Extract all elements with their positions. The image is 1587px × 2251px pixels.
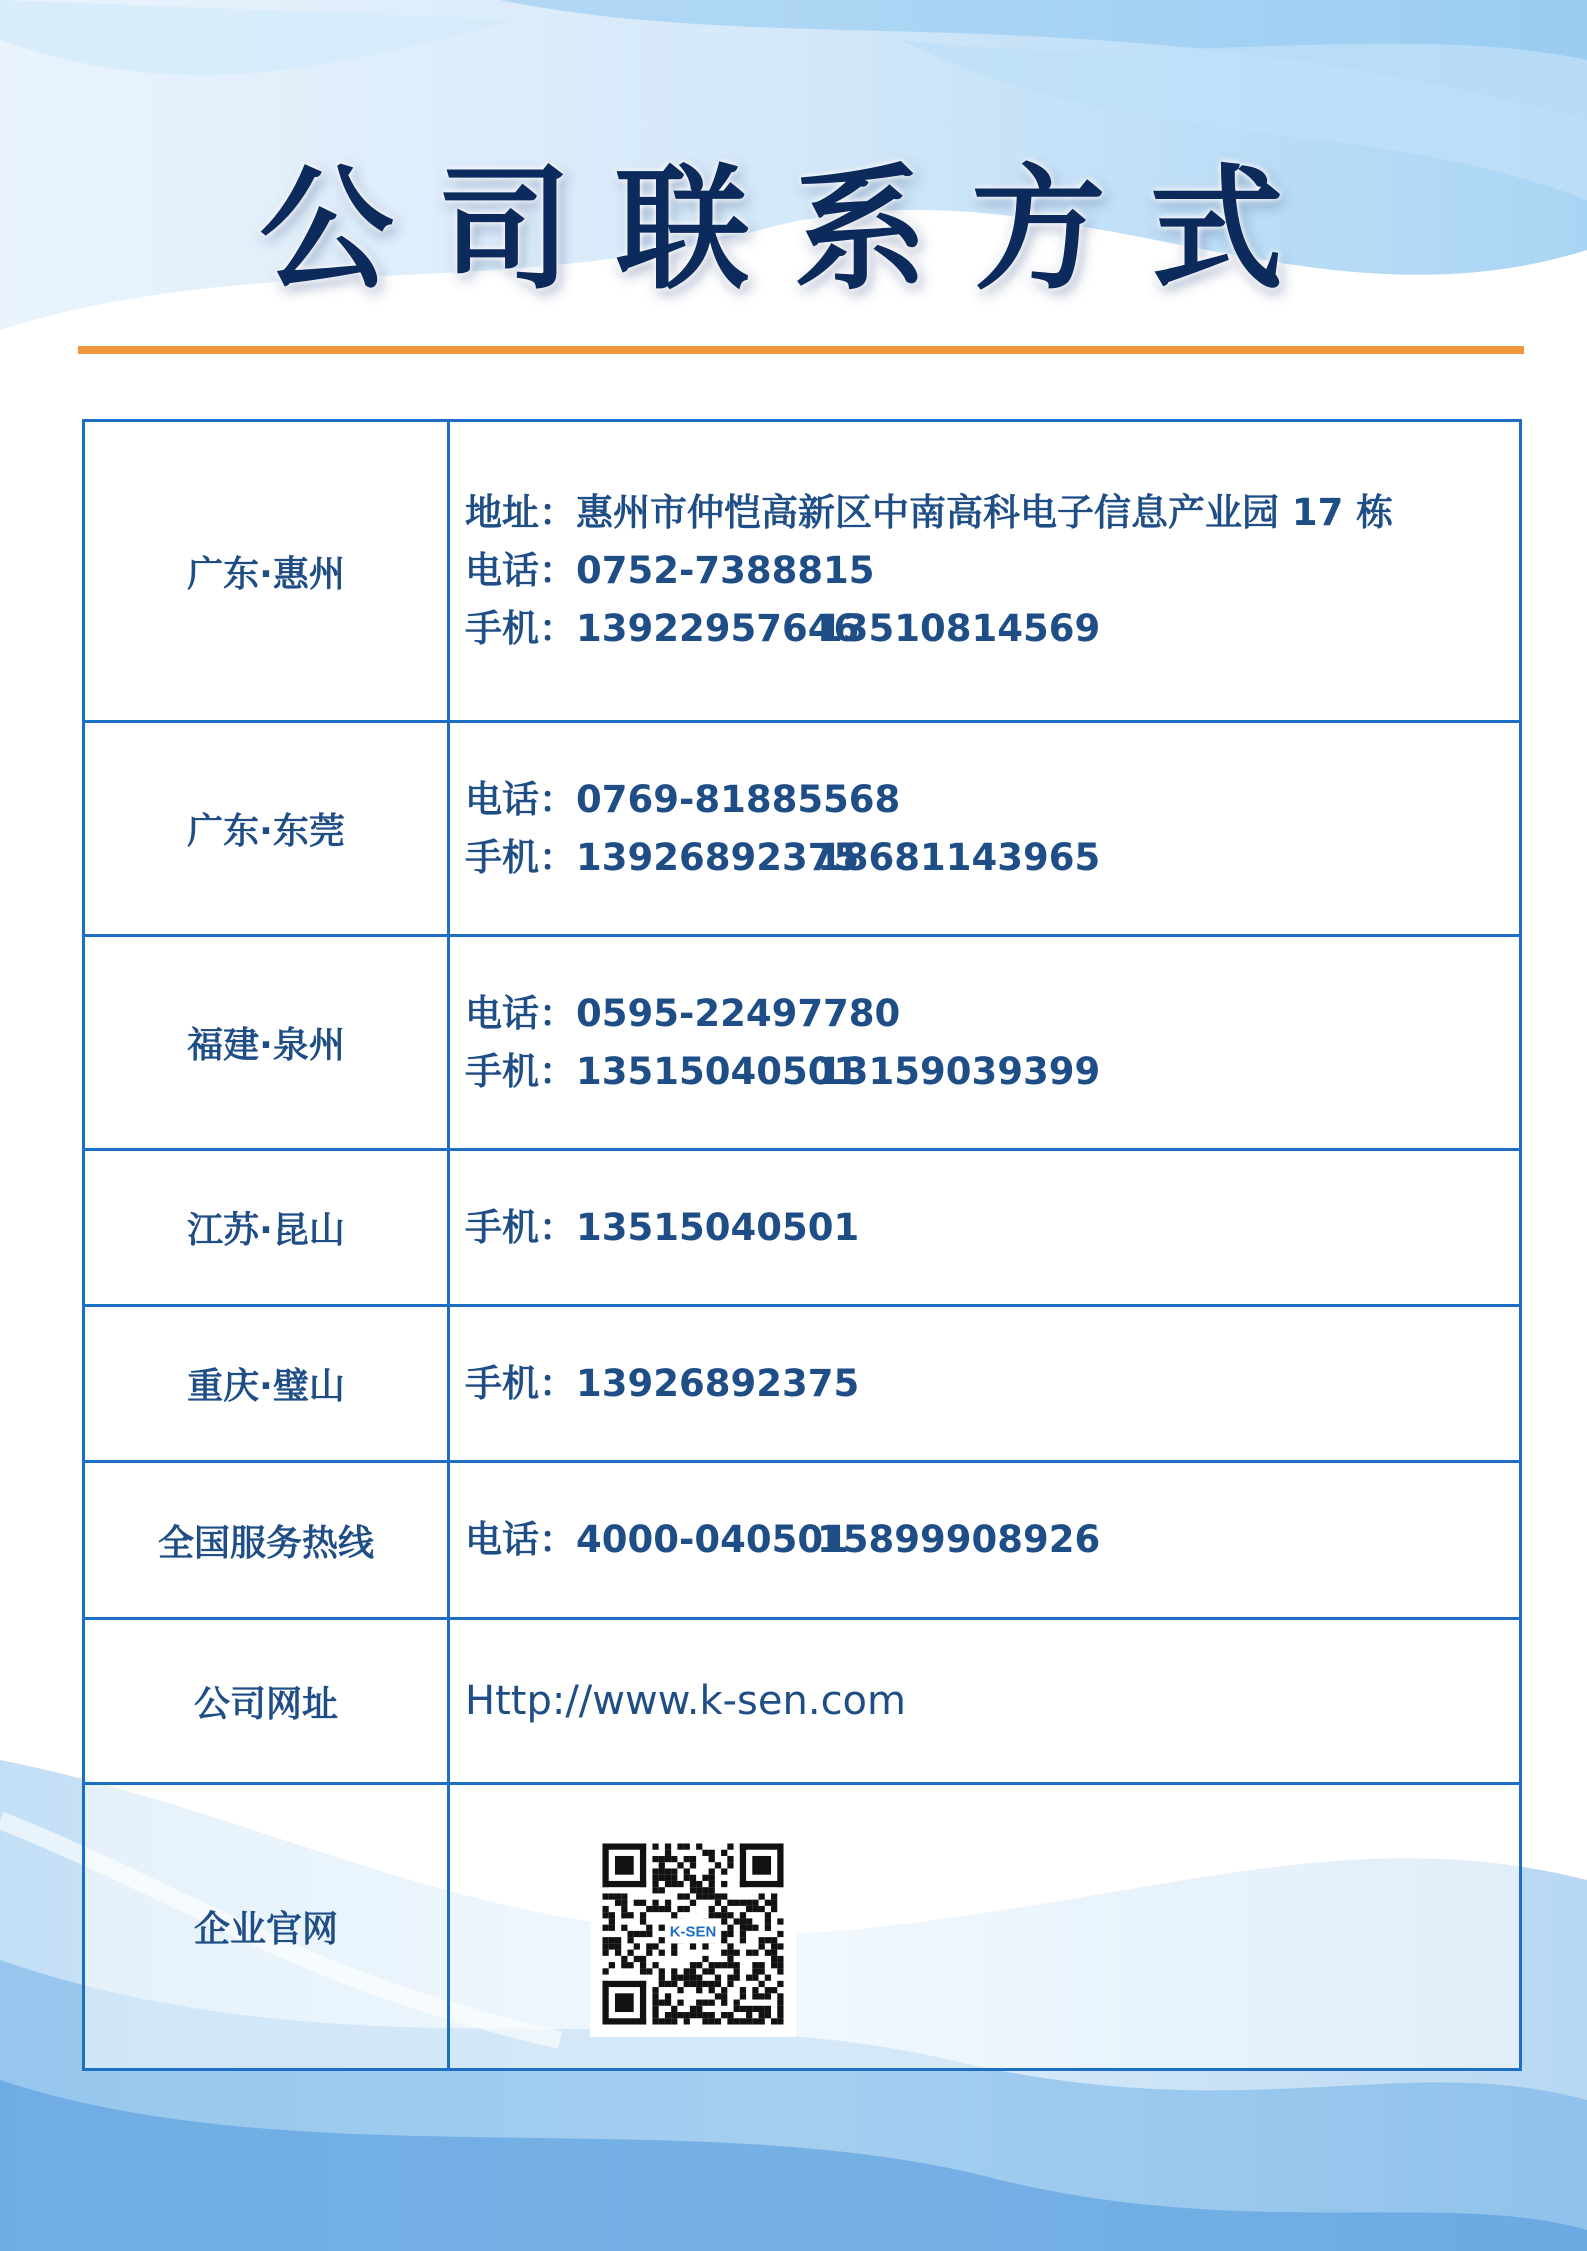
table-row [84, 1150, 1521, 1306]
mobile-text-2: 18681143965 [817, 835, 1101, 879]
region-label: 公司网址 [84, 1619, 449, 1784]
region-label: 广东·惠州 [84, 421, 449, 722]
contact-details [449, 936, 1521, 1150]
contact-details [449, 1619, 1521, 1784]
mobile-text: 手机：13922957646 [465, 607, 860, 650]
region-label: 全国服务热线 [84, 1462, 449, 1619]
mobile-text: 手机：13926892375 [465, 835, 860, 879]
contact-details [449, 1462, 1521, 1619]
website-link[interactable]: Http://www.k-sen.com [465, 1678, 906, 1724]
region-label: 重庆·璧山 [84, 1306, 449, 1462]
phone-text: 电话：0595-22497780 [465, 991, 901, 1035]
table-row [84, 722, 1521, 936]
qr-code[interactable] [590, 1831, 796, 2037]
qr-logo-text: K-SEN [669, 1923, 717, 1941]
contact-details [449, 421, 1521, 722]
region-label: 福建·泉州 [84, 936, 449, 1150]
table-row [84, 1619, 1521, 1784]
page-title: 公司联系方式 [259, 152, 1328, 308]
table-row [84, 421, 1521, 722]
phone-text: 电话：0752-7388815 [465, 549, 875, 592]
region-label: 江苏·昆山 [84, 1150, 449, 1306]
table-row [84, 1784, 1521, 2070]
phone-text: 电话：0769-81885568 [465, 777, 901, 821]
table-row [84, 1306, 1521, 1462]
contact-details [449, 1150, 1521, 1306]
mobile-text: 手机：13926892375 [465, 1361, 860, 1405]
region-label: 广东·东莞 [84, 722, 449, 936]
mobile-text-2: 13159039399 [817, 1049, 1101, 1093]
region-label: 企业官网 [84, 1784, 449, 2070]
mobile-text-2: 13510814569 [817, 607, 1101, 650]
table-row [84, 1462, 1521, 1619]
mobile-text: 手机：13515040501 [465, 1049, 860, 1093]
contact-details [449, 722, 1521, 936]
address-text: 地址：惠州市仲恺高新区中南高科电子信息产业园 17 栋 [465, 491, 1394, 534]
hotline-text: 电话：4000-040501 [465, 1518, 849, 1561]
contact-table [82, 419, 1522, 2071]
hotline-text-2: 15899908926 [817, 1518, 1101, 1561]
qr-cell [449, 1784, 1521, 2070]
mobile-text: 手机：13515040501 [465, 1205, 860, 1249]
table-row [84, 936, 1521, 1150]
contact-details [449, 1306, 1521, 1462]
title-divider [78, 346, 1524, 354]
